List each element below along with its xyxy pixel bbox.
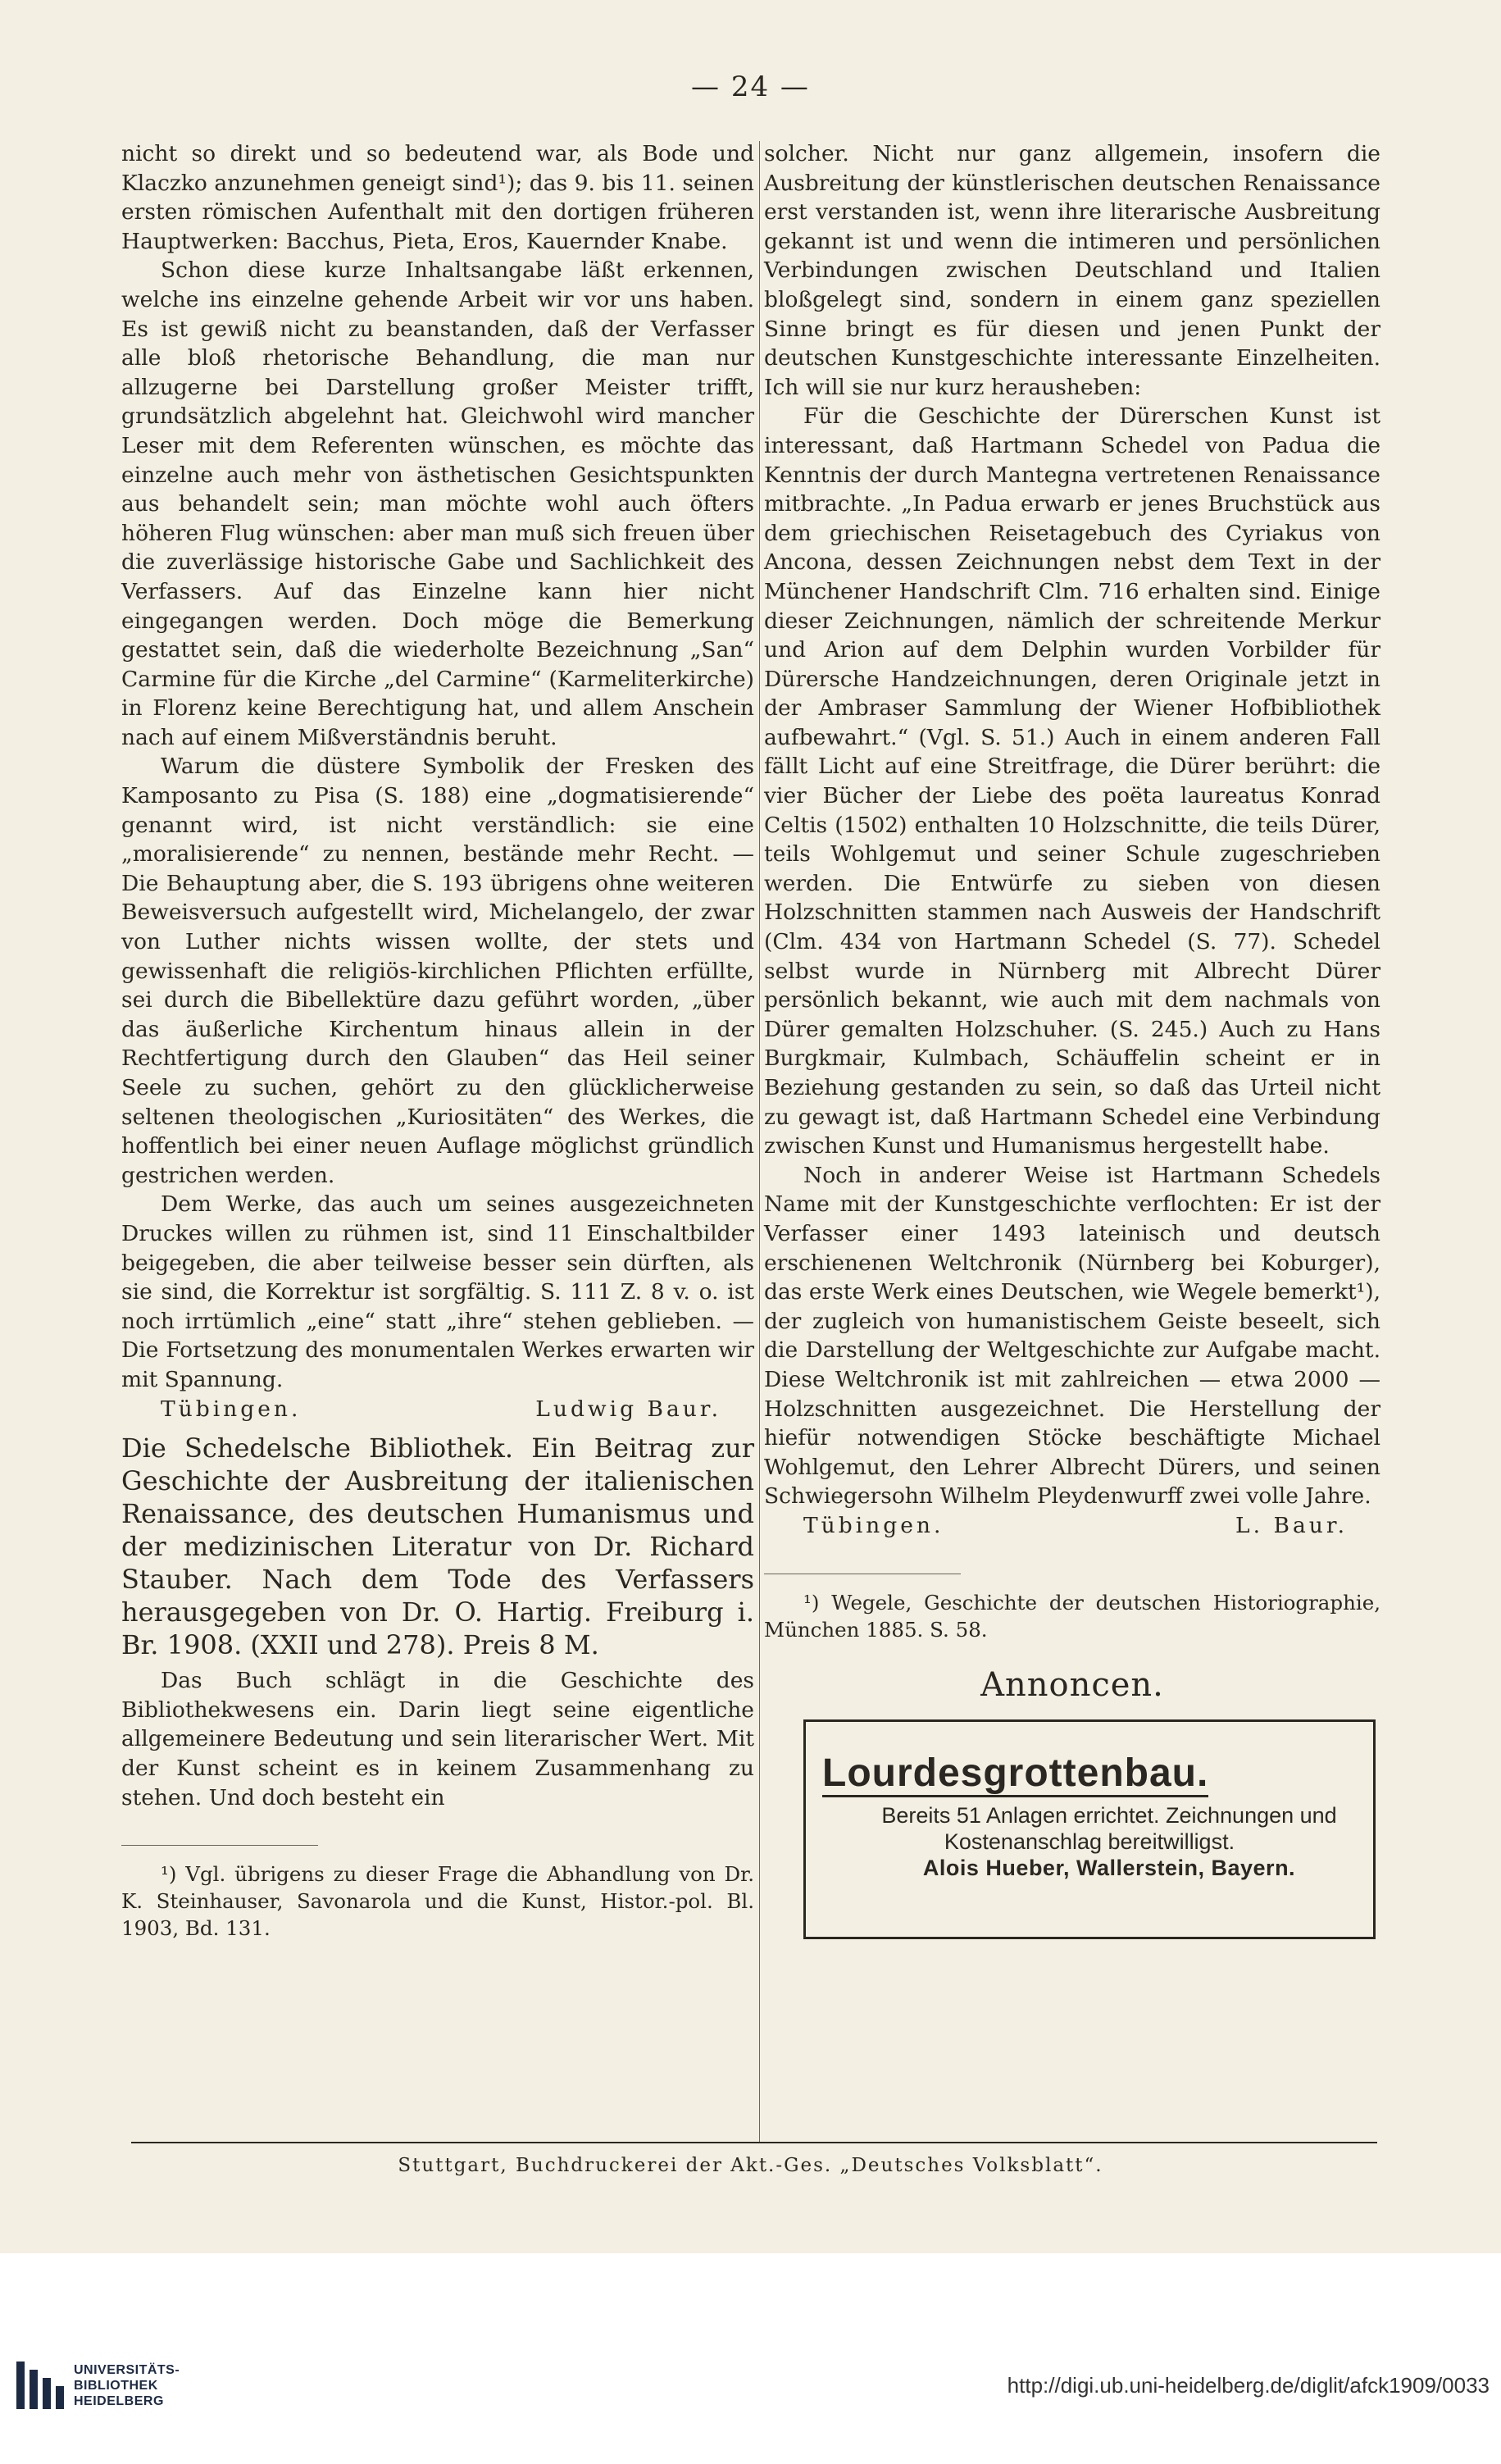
paragraph: Warum die düstere Symbolik der Fresken des Kamposanto zu Pisa (S. 188) eine „dogmatisierende“ genannt wird, ist nicht verständlich: sie eine „moralisierende“ zu nennen, bestände mehr Recht. — Die Behauptung aber, die S. 193 übrigens ohne weiteren Beweisversuch aufgestellt wird, Michelangelo, der zwar von Luther nichts wissen wollte, der stets und gewissenhaft die religiös-kirchlichen Pflichten erfüllte, sei durch die Bibellektüre dazu geführt worden, „über das äußerliche Kirchentum hinaus allein in der Rechtfertigung durch den Glauben“ das Heil seiner Seele zu suchen, gehört zu den glücklicherweise seltenen theologischen „Kuriositäten“ des Werkes, die hoffentlich bei einer neuen Auflage möglichst gründlich gestrichen werden. [121,754,754,1188]
footnote: ¹) Vgl. übrigens zu dieser Frage die Abhandlung von Dr. K. Steinhauser, Savonarola und die Kunst, Histor.-pol. Bl. 1903, Bd. 131. [121,1862,754,1941]
library-logo[interactable] [16,2362,180,2409]
signature-place: Tübingen. [803,1512,944,1538]
bottom-rule [131,2142,1377,2143]
ad-address: Alois Hueber, Wallerstein, Bayern. [922,1856,1296,1881]
printer-imprint: Stuttgart, Buchdruckerei der Akt.-Ges. „Deutsches Volksblatt“. [398,2155,1103,2176]
library-logo-icon [16,2362,64,2409]
paragraph: Noch in anderer Weise ist Hartmann Schedels Name mit der Kunstgeschichte verflochten: Er ist der Verfasser einer 1493 lateinisch und deutsch erschienenen Weltchronik (Nürnberg bei Koburger), das erste Werk eines Deutschen, wie Wegele bemerkt¹), der zugleich von humanistischem Geiste beseelt, sich die Darstellung der Weltgeschichte zur Aufgabe macht. Diese Weltchronik ist mit zahlreichen — etwa 2000 — Holzschnitten ausgezeichnet. Die Herstellung der hiefür notwendigen Stöcke beschäftigte Michael Wohlgemut, den Lehrer Albrecht Dürers, und seinen Schwiegersohn Wilhelm Pleydenwurff zwei volle Jahre. [764,1162,1380,1510]
paragraph: Für die Geschichte der Dürerschen Kunst ist interessant, daß Hartmann Schedel von Padua die Kenntnis der durch Mantegna vertretenen Renaissance mitbrachte. „In Padua erwarb er jenes Bruchstück aus dem griechischen Reisetagebuch des Cyriakus von Ancona, dessen Zeichnungen nebst dem Text in der Münchener Handschrift Clm. 716 erhalten sind. Einige dieser Zeichnungen, nämlich der schreitende Merkur und Arion auf dem Delphin wurden Vorbilder für Dürersche Handzeichnungen, deren Originale jetzt in der Ambraser Sammlung der Wiener Hofbibliothek aufbewahrt.“ (Vgl. S. 51.) Auch in einem anderen Fall fällt Licht auf eine Streitfrage, die Dürer berührt: die vier Bücher der Liebe des poëta laureatus Konrad Celtis (1502) enthalten 10 Holzschnitte, die teils Dürer, teils Wohlgemut und seiner Schule zugeschrieben werden. Die Entwürfe zu sieben von diesen Holzschnitten stammen nach Ausweis der Handschrift (Clm. 434 von Hartmann Schedel (S. 77). Schedel selbst wurde in Nürnberg mit Albrecht Dürer persönlich bekannt, wie auch mit dem nachmals von Dürer gemalten Holzschuher. (S. 245.) Auch zu Hans Burgkmair, Kulmbach, Schäuffelin scheint er in Beziehung gestanden zu sein, so daß das Urteil nicht zu gewagt ist, daß Hartmann Schedel eine Verbindung zwischen Kunst und Humanismus hergestellt habe. [764,403,1380,1159]
advertisement [803,1719,1376,1939]
column-divider [759,141,760,2142]
annoncen-heading: Annoncen. [980,1665,1164,1704]
left-column [121,139,754,1942]
page-number: — 24 — [691,71,810,103]
paragraph: Das Buch schlägt in die Geschichte des Bibliothekwesens ein. Darin liegt seine eigentliche allgemeinere Bedeutung und sein literarischer Wert. Mit der Kunst scheint es in keinem Zusammenhang zu stehen. Und doch besteht ein [121,1668,754,1810]
signature-name: Ludwig Baur. [535,1396,721,1422]
signature-place: Tübingen. [161,1396,302,1422]
footnote-rule [121,1845,318,1846]
signature-name: L. Baur. [1235,1512,1348,1538]
viewer-footer [0,2253,1501,2464]
right-column [764,139,1380,1939]
paragraph: nicht so direkt und so bedeutend war, als Bode und Klaczko anzunehmen geneigt sind¹); das 9. bis 11. seinen ersten römischen Aufenthalt mit den dortigen früheren Hauptwerken: Bacchus, Pieta, Eros, Kauernder Knabe. [121,141,754,254]
paragraph: Dem Werke, das auch um seines ausgezeichneten Druckes willen zu rühmen ist, sind 11 Einschaltbilder beigegeben, die aber teilweise besser sein dürften, als sie sind, die Korrektur ist sorgfältig. S. 111 Z. 8 v. o. ist noch irrtümlich „eine“ statt „ihre“ stehen geblieben. — Die Fortsetzung des monumentalen Werkes erwarten wir mit Spannung. [121,1191,754,1392]
ad-text: Bereits 51 Anlagen errichtet. Zeichnungen und Kostenanschlag bereitwilligst. [881,1803,1337,1855]
signature [121,1395,754,1424]
paragraph: Schon diese kurze Inhaltsangabe läßt erkennen, welche ins einzelne gehende Arbeit wir vor uns haben. Es ist gewiß nicht zu beanstanden, daß der Verfasser alle bloß rhetorische Behandlung, die man nur allzugerne bei Darstellung großer Meister trifft, grundsätzlich abgelehnt hat. Gleichwohl wird mancher Leser mit dem Referenten wünschen, es möchte das einzelne auch mehr von ästhetischen Gesichtspunkten aus behandelt sein; man möchte wohl auch öfters höheren Flug wünschen: aber man muß sich freuen über die zuverlässige historische Gabe und Sachlichkeit des Verfassers. Auf das Einzelne kann hier nicht eingegangen werden. Doch möge die Bemerkung gestattet sein, daß die wiederholte Bezeichnung „San“ Carmine für die Kirche „del Carmine“ (Karmeliterkirche) in Florenz keine Berechtigung hat, und allem Anschein nach auf einem Mißverständnis beruht. [121,257,754,750]
signature [764,1511,1380,1541]
ad-title: Lourdesgrottenbau. [822,1752,1208,1797]
footnote: ¹) Wegele, Geschichte der deutschen Historiographie, München 1885. S. 58. [764,1590,1380,1642]
library-logo-text: UNIVERSITÄTS- BIBLIOTHEK HEIDELBERG [74,2362,180,2408]
source-url[interactable]: http://digi.ub.uni-heidelberg.de/diglit/afck1909/0033 [1007,2373,1490,2398]
review-headline: Die Schedelsche Bibliothek. Ein Beitrag zur Geschichte der Ausbreitung der italienischen Renaissance, des deutschen Humanismus und der medizinischen Literatur von Dr. Richard Stauber. Nach dem Tode des Verfassers herausgegeben von Dr. O. Hartig. Freiburg i. Br. 1908. (XXII und 278). Preis 8 M. [121,1432,754,1661]
paragraph: solcher. Nicht nur ganz allgemein, insofern die Ausbreitung der künstlerischen deutschen Renaissance erst verstanden ist, wenn ihre literarische Ausbreitung gekannt ist und wenn die intimeren und persönlichen Verbindungen zwischen Deutschland und Italien bloßgelegt sind, sondern in einem ganz speziellen Sinne bringt es für diesen und jenen Punkt der deutschen Kunstgeschichte interessante Einzelheiten. Ich will sie nur kurz herausheben: [764,141,1380,400]
